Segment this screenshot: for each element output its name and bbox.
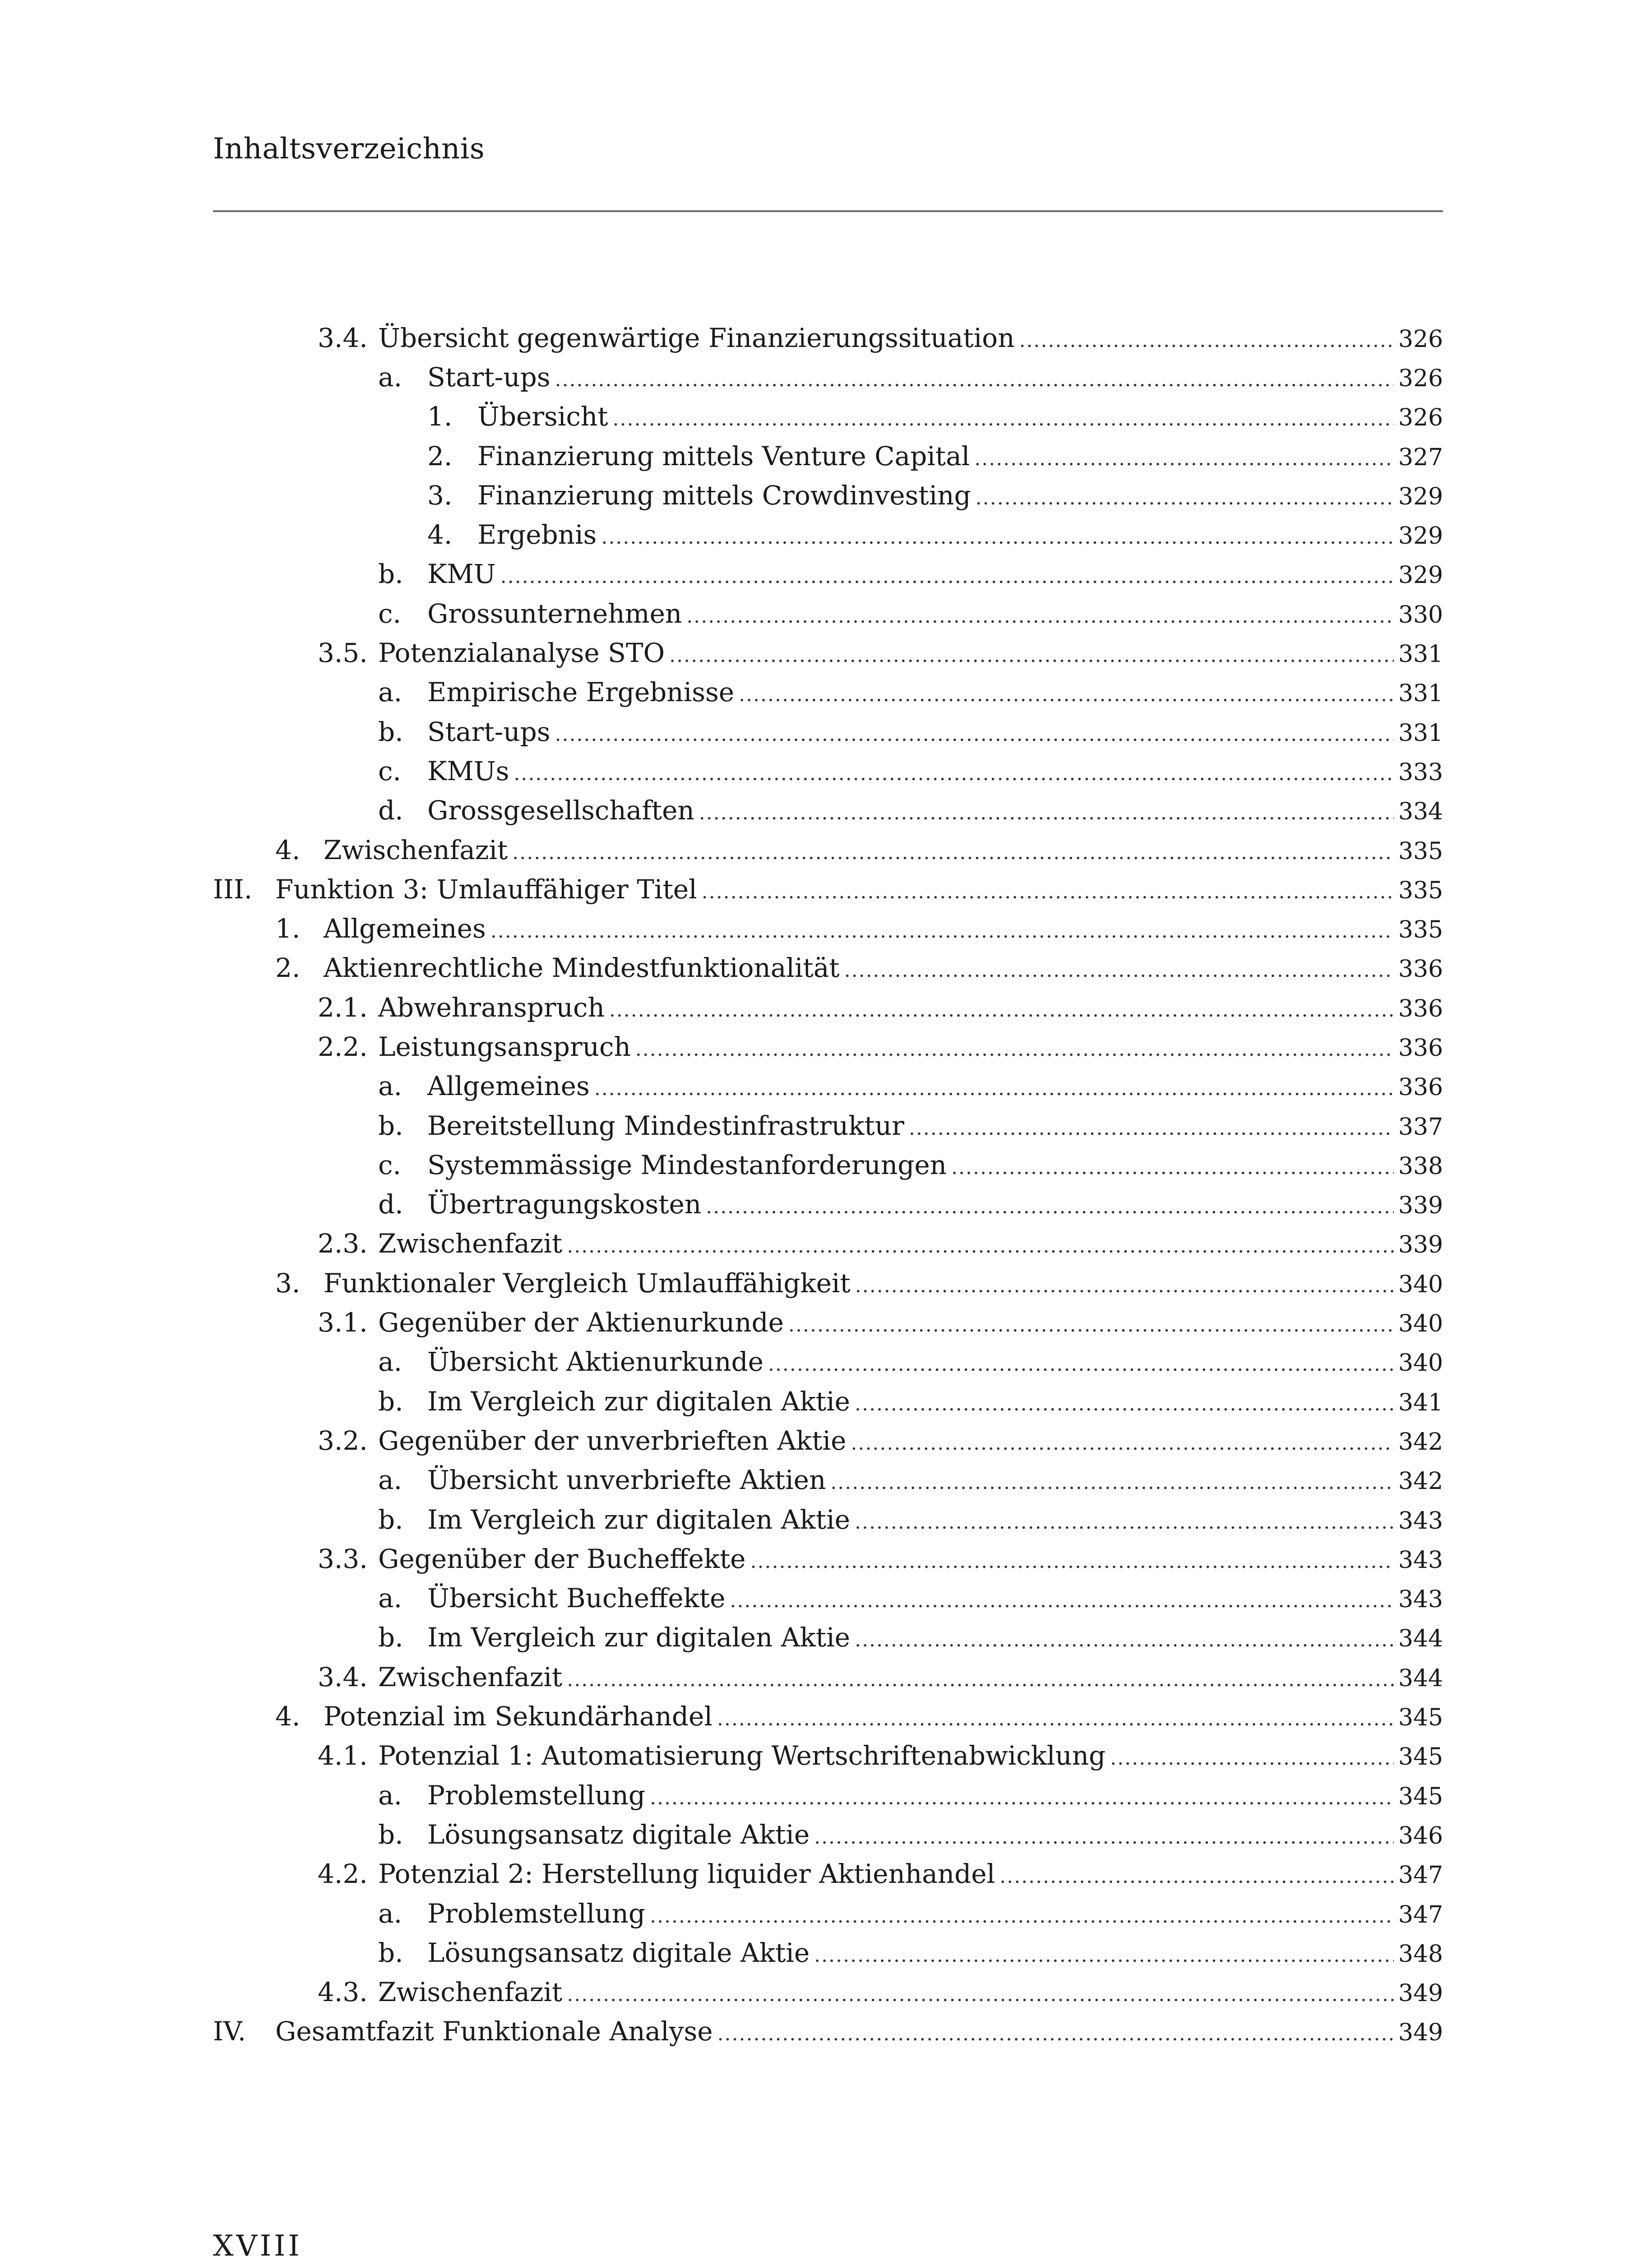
- toc-entry-title: Im Vergleich zur digitalen Aktie: [427, 1622, 850, 1653]
- toc-entry: [213, 515, 1443, 554]
- dot-leader: [706, 1195, 1394, 1218]
- toc-entry-title: Grossunternehmen: [427, 598, 682, 629]
- dot-leader: [717, 1707, 1394, 1730]
- toc-entry-page-number: 349: [1398, 1980, 1443, 2007]
- toc-entry-title: Übersicht: [477, 401, 608, 432]
- toc-entry-number: 2.: [427, 440, 453, 472]
- toc-entry-number: 2.1.: [318, 992, 368, 1023]
- dot-leader: [635, 1038, 1394, 1061]
- toc-entry-line: [427, 795, 1443, 826]
- toc-entry: [213, 1657, 1443, 1697]
- toc-entry-line: [427, 1583, 1443, 1613]
- toc-entry: [213, 791, 1443, 830]
- toc-entry-title: Funktionaler Vergleich Umlauffähigkeit: [324, 1267, 851, 1299]
- toc-entry-number: a.: [378, 1898, 403, 1929]
- toc-entry: [213, 1185, 1443, 1224]
- dot-leader: [750, 1550, 1394, 1573]
- toc-entry-number: c.: [378, 598, 401, 629]
- toc-entry-line: [427, 1898, 1443, 1929]
- toc-entry-line: [427, 1465, 1443, 1495]
- toc-entry: [213, 476, 1443, 515]
- toc-entry-page-number: 344: [1398, 1625, 1443, 1653]
- toc-entry-number: b.: [378, 716, 403, 747]
- toc-entry-page-number: 331: [1398, 641, 1443, 668]
- toc-entry-line: [427, 1150, 1443, 1180]
- toc-entry-line: [324, 1701, 1443, 1732]
- toc-entry-title: Ergebnis: [477, 519, 597, 550]
- toc-entry-number: III.: [213, 874, 253, 905]
- toc-entry-line: [427, 1622, 1443, 1653]
- toc-entry: [213, 1894, 1443, 1933]
- toc-entry: [213, 1145, 1443, 1184]
- toc-entry: [213, 673, 1443, 712]
- toc-entry-number: 4.: [275, 1701, 301, 1732]
- toc-entry: [213, 1421, 1443, 1460]
- toc-entry-number: b.: [378, 1622, 403, 1653]
- dot-leader: [951, 1156, 1394, 1179]
- toc-entry-page-number: 343: [1398, 1507, 1443, 1535]
- toc-entry: [213, 1263, 1443, 1303]
- toc-entry-line: [275, 874, 1443, 905]
- toc-entry-number: d.: [378, 795, 403, 826]
- toc-entry-page-number: 345: [1398, 1743, 1443, 1771]
- dot-leader: [974, 447, 1394, 470]
- dot-leader: [500, 565, 1394, 588]
- toc-entry-page-number: 326: [1398, 325, 1443, 353]
- toc-entry-page-number: 330: [1398, 601, 1443, 629]
- toc-entry: [213, 1854, 1443, 1894]
- toc-entry-title: KMU: [427, 559, 496, 590]
- toc-entry: [213, 869, 1443, 909]
- toc-entry-title: Gegenüber der Bucheffekte: [378, 1543, 746, 1574]
- toc-entry-title: Allgemeines: [324, 913, 486, 944]
- toc-entry-title: Start-ups: [427, 716, 551, 747]
- toc-entry-page-number: 340: [1398, 1310, 1443, 1338]
- dot-leader: [567, 1234, 1393, 1257]
- toc-entry-title: Übersicht unverbriefte Aktien: [427, 1465, 826, 1496]
- toc-entry-line: [427, 717, 1443, 747]
- toc-entry-page-number: 345: [1398, 1783, 1443, 1810]
- toc-entry: [213, 948, 1443, 988]
- dot-leader: [491, 920, 1394, 943]
- toc-entry: [213, 357, 1443, 397]
- toc-entry: [213, 1027, 1443, 1066]
- toc-entry-title: Potenzial 1: Automatisierung Wertschriftenabwicklung: [378, 1740, 1106, 1771]
- toc-entry-page-number: 339: [1398, 1192, 1443, 1220]
- dot-leader: [699, 801, 1394, 824]
- dot-leader: [601, 526, 1393, 549]
- toc-entry-number: b.: [378, 1937, 403, 1968]
- toc-entry-number: 4.: [275, 834, 301, 865]
- toc-entry-line: [427, 1386, 1443, 1417]
- running-head: Inhaltsverzeichnis: [213, 132, 485, 166]
- toc-entry-title: Leistungsanspruch: [378, 1031, 631, 1062]
- dot-leader: [739, 683, 1394, 706]
- toc-entry-title: Im Vergleich zur digitalen Aktie: [427, 1386, 850, 1417]
- dot-leader: [851, 1432, 1393, 1455]
- toc-entry-number: 3.4.: [318, 322, 368, 353]
- toc-entry-number: a.: [378, 1780, 403, 1811]
- dot-leader: [717, 2022, 1394, 2045]
- toc-entry-number: 3.3.: [318, 1543, 368, 1574]
- toc-entry-title: Bereitstellung Mindestinfrastruktur: [427, 1110, 904, 1141]
- toc-entry-title: Empirische Ergebnisse: [427, 677, 735, 708]
- toc-entry-page-number: 346: [1398, 1822, 1443, 1849]
- toc-entry-line: [477, 519, 1443, 550]
- dot-leader: [909, 1117, 1394, 1140]
- toc-entry-line: [427, 598, 1443, 629]
- toc-entry: [213, 318, 1443, 357]
- toc-entry-title: Übertragungskosten: [427, 1189, 702, 1220]
- table-of-contents: [213, 318, 1443, 2051]
- toc-entry-number: a.: [378, 1465, 403, 1496]
- toc-entry-number: 2.3.: [318, 1228, 368, 1259]
- toc-entry-title: Potenzial 2: Herstellung liquider Aktienhandel: [378, 1858, 995, 1890]
- dot-leader: [814, 1944, 1394, 1967]
- toc-entry: [213, 988, 1443, 1027]
- toc-entry-page-number: 329: [1398, 522, 1443, 550]
- dot-leader: [855, 1274, 1394, 1297]
- toc-entry-number: 2.2.: [318, 1031, 368, 1062]
- dot-leader: [768, 1353, 1394, 1376]
- toc-entry: [213, 1342, 1443, 1382]
- toc-entry: [213, 2012, 1443, 2051]
- toc-entry-line: [378, 323, 1443, 353]
- toc-entry-number: 3.: [427, 480, 453, 511]
- toc-entry-line: [378, 1307, 1443, 1338]
- dot-leader: [613, 407, 1394, 430]
- toc-entry-page-number: 327: [1398, 444, 1443, 471]
- toc-entry-title: Aktienrechtliche Mindestfunktionalität: [324, 952, 840, 984]
- toc-entry: [213, 594, 1443, 633]
- toc-entry: [213, 712, 1443, 751]
- toc-entry-line: [427, 1346, 1443, 1377]
- toc-entry: [213, 1382, 1443, 1421]
- dot-leader: [669, 644, 1394, 667]
- page-folio: XVIII: [213, 2229, 302, 2256]
- toc-entry-number: IV.: [213, 2016, 246, 2047]
- toc-entry-number: c.: [378, 755, 401, 786]
- toc-entry-number: b.: [378, 1819, 403, 1850]
- toc-entry-line: [427, 1071, 1443, 1101]
- toc-entry-number: b.: [378, 1386, 403, 1417]
- dot-leader: [844, 959, 1394, 982]
- toc-entry-line: [324, 952, 1443, 983]
- dot-leader: [814, 1826, 1394, 1849]
- toc-entry-line: [427, 1110, 1443, 1141]
- toc-entry-title: Gegenüber der Aktienurkunde: [378, 1307, 784, 1338]
- toc-entry-number: 4.3.: [318, 1977, 368, 2008]
- toc-entry: [213, 1539, 1443, 1578]
- toc-entry: [213, 436, 1443, 476]
- toc-entry-title: Funktion 3: Umlauffähiger Titel: [275, 874, 697, 905]
- toc-entry-page-number: 331: [1398, 680, 1443, 707]
- dot-leader: [855, 1628, 1394, 1651]
- toc-entry-number: d.: [378, 1189, 403, 1220]
- dot-leader: [788, 1313, 1394, 1336]
- toc-entry: [213, 555, 1443, 594]
- toc-entry-page-number: 326: [1398, 404, 1443, 432]
- dot-leader: [555, 723, 1394, 746]
- toc-entry-line: [324, 835, 1443, 865]
- dot-leader: [830, 1471, 1393, 1494]
- toc-entry-page-number: 336: [1398, 1034, 1443, 1062]
- toc-entry-title: Systemmässige Mindestanforderungen: [427, 1149, 947, 1180]
- toc-entry: [213, 751, 1443, 791]
- toc-entry-line: [378, 1858, 1443, 1889]
- toc-entry: [213, 1618, 1443, 1657]
- toc-entry-page-number: 343: [1398, 1586, 1443, 1613]
- toc-entry-number: 1.: [427, 401, 453, 432]
- dot-leader: [1000, 1865, 1394, 1888]
- toc-entry-line: [427, 1780, 1443, 1811]
- toc-entry-line: [427, 559, 1443, 589]
- dot-leader: [730, 1589, 1393, 1612]
- toc-entry-line: [378, 992, 1443, 1023]
- toc-entry-number: 4.: [427, 519, 453, 550]
- toc-entry-page-number: 344: [1398, 1664, 1443, 1692]
- toc-entry-line: [427, 1504, 1443, 1535]
- toc-entry-line: [427, 756, 1443, 786]
- dot-leader: [650, 1786, 1394, 1809]
- toc-entry: [213, 1933, 1443, 1972]
- toc-entry-number: 3.2.: [318, 1425, 368, 1456]
- toc-entry: [213, 1224, 1443, 1263]
- dot-leader: [567, 1983, 1393, 2006]
- toc-entry-line: [378, 1662, 1443, 1692]
- toc-entry-title: Problemstellung: [427, 1898, 646, 1929]
- toc-entry-number: 3.5.: [318, 638, 368, 669]
- toc-entry: [213, 1697, 1443, 1736]
- dot-leader: [567, 1668, 1393, 1691]
- toc-entry: [213, 1303, 1443, 1342]
- toc-entry-title: Finanzierung mittels Crowdinvesting: [477, 480, 971, 511]
- toc-entry-line: [378, 1544, 1443, 1574]
- toc-entry-title: Zwischenfazit: [378, 1228, 563, 1259]
- toc-entry: [213, 1067, 1443, 1106]
- toc-entry-number: 4.1.: [318, 1740, 368, 1771]
- toc-entry: [213, 633, 1443, 672]
- toc-entry-page-number: 335: [1398, 837, 1443, 865]
- toc-entry-page-number: 329: [1398, 562, 1443, 589]
- toc-entry-title: Start-ups: [427, 361, 551, 393]
- toc-entry-number: a.: [378, 361, 403, 393]
- toc-entry-line: [427, 1819, 1443, 1850]
- toc-entry-line: [378, 1740, 1443, 1771]
- toc-entry-page-number: 336: [1398, 995, 1443, 1022]
- toc-entry-title: Übersicht Bucheffekte: [427, 1583, 726, 1614]
- toc-entry-line: [275, 2016, 1443, 2047]
- toc-entry-page-number: 342: [1398, 1428, 1443, 1456]
- toc-entry: [213, 1461, 1443, 1500]
- toc-entry-title: Zwischenfazit: [378, 1977, 563, 2008]
- toc-entry-number: a.: [378, 1346, 403, 1378]
- toc-entry-line: [378, 1031, 1443, 1062]
- toc-entry: [213, 1579, 1443, 1618]
- dot-leader: [1110, 1747, 1394, 1770]
- toc-entry-number: 3.4.: [318, 1661, 368, 1692]
- toc-entry-line: [378, 1228, 1443, 1259]
- toc-entry-page-number: 342: [1398, 1468, 1443, 1495]
- toc-entry-page-number: 333: [1398, 758, 1443, 786]
- toc-entry: [213, 909, 1443, 948]
- toc-entry-line: [427, 1189, 1443, 1220]
- dot-leader: [555, 368, 1394, 391]
- dot-leader: [686, 605, 1393, 628]
- toc-entry-page-number: 334: [1398, 798, 1443, 826]
- toc-entry-line: [378, 1977, 1443, 2007]
- toc-entry-page-number: 331: [1398, 719, 1443, 747]
- toc-entry-page-number: 340: [1398, 1350, 1443, 1377]
- toc-entry-line: [427, 1937, 1443, 1968]
- toc-entry: [213, 1736, 1443, 1775]
- toc-entry-title: Übersicht Aktienurkunde: [427, 1346, 764, 1378]
- toc-entry-line: [427, 362, 1443, 393]
- toc-entry-number: 3.: [275, 1267, 301, 1299]
- toc-entry: [213, 397, 1443, 436]
- toc-entry: [213, 1500, 1443, 1539]
- toc-entry-line: [378, 638, 1443, 668]
- toc-entry-number: 3.1.: [318, 1307, 368, 1338]
- toc-entry-title: Potenzialanalyse STO: [378, 638, 665, 669]
- toc-entry-title: Zwischenfazit: [324, 834, 508, 865]
- toc-entry-page-number: 335: [1398, 877, 1443, 904]
- toc-entry-page-number: 335: [1398, 916, 1443, 944]
- toc-entry-title: Im Vergleich zur digitalen Aktie: [427, 1504, 850, 1535]
- toc-entry-title: Allgemeines: [427, 1071, 590, 1102]
- toc-entry-title: Abwehranspruch: [378, 992, 605, 1023]
- toc-entry-page-number: 336: [1398, 956, 1443, 983]
- toc-entry-number: 1.: [275, 913, 301, 944]
- dot-leader: [609, 999, 1394, 1022]
- header-rule: [213, 210, 1443, 212]
- toc-entry-number: b.: [378, 1110, 403, 1141]
- toc-entry-page-number: 343: [1398, 1546, 1443, 1574]
- toc-entry-number: 4.2.: [318, 1858, 368, 1890]
- toc-entry-page-number: 341: [1398, 1389, 1443, 1416]
- toc-entry-page-number: 336: [1398, 1074, 1443, 1101]
- toc-entry-line: [427, 677, 1443, 707]
- toc-entry-number: c.: [378, 1149, 401, 1180]
- toc-entry-number: b.: [378, 559, 403, 590]
- toc-entry-title: Finanzierung mittels Venture Capital: [477, 440, 970, 472]
- toc-entry-page-number: 348: [1398, 1940, 1443, 1968]
- toc-entry-title: Gegenüber der unverbrieften Aktie: [378, 1425, 847, 1456]
- toc-entry-line: [477, 441, 1443, 472]
- toc-entry-number: a.: [378, 1583, 403, 1614]
- toc-entry-line: [477, 480, 1443, 511]
- dot-leader: [512, 841, 1393, 864]
- toc-entry-page-number: 345: [1398, 1704, 1443, 1732]
- toc-entry-number: 2.: [275, 952, 301, 984]
- toc-entry-line: [324, 1268, 1443, 1299]
- dot-leader: [855, 1392, 1394, 1415]
- toc-entry: [213, 830, 1443, 869]
- toc-entry: [213, 1972, 1443, 2011]
- toc-entry-page-number: 337: [1398, 1113, 1443, 1141]
- toc-entry: [213, 1775, 1443, 1815]
- dot-leader: [855, 1511, 1394, 1534]
- toc-entry-title: Lösungsansatz digitale Aktie: [427, 1819, 810, 1850]
- toc-entry-number: a.: [378, 677, 403, 708]
- toc-entry-line: [477, 401, 1443, 432]
- toc-entry-page-number: 326: [1398, 365, 1443, 392]
- toc-entry-page-number: 340: [1398, 1271, 1443, 1298]
- dot-leader: [594, 1077, 1394, 1100]
- toc-entry-title: Übersicht gegenwärtige Finanzierungssituation: [378, 322, 1015, 353]
- dot-leader: [976, 486, 1394, 509]
- toc-entry-title: Potenzial im Sekundärhandel: [324, 1701, 713, 1732]
- dot-leader: [1019, 329, 1393, 352]
- toc-entry-title: KMUs: [427, 755, 509, 786]
- toc-entry-title: Problemstellung: [427, 1780, 646, 1811]
- toc-entry: [213, 1106, 1443, 1145]
- toc-entry-page-number: 347: [1398, 1901, 1443, 1928]
- toc-entry-line: [378, 1425, 1443, 1456]
- toc-entry-number: b.: [378, 1504, 403, 1535]
- toc-entry-page-number: 329: [1398, 483, 1443, 510]
- toc-entry-title: Gesamtfazit Funktionale Analyse: [275, 2016, 713, 2047]
- toc-entry-number: a.: [378, 1071, 403, 1102]
- toc-entry-line: [324, 913, 1443, 944]
- dot-leader: [702, 880, 1394, 903]
- dot-leader: [514, 762, 1393, 785]
- toc-entry-title: Grossgesellschaften: [427, 795, 694, 826]
- dot-leader: [650, 1905, 1394, 1928]
- toc-entry-page-number: 339: [1398, 1231, 1443, 1259]
- toc-entry-page-number: 349: [1398, 2019, 1443, 2047]
- toc-entry-page-number: 338: [1398, 1152, 1443, 1180]
- toc-entry-title: Zwischenfazit: [378, 1661, 563, 1692]
- toc-entry-title: Lösungsansatz digitale Aktie: [427, 1937, 810, 1968]
- toc-entry-page-number: 347: [1398, 1862, 1443, 1889]
- toc-entry: [213, 1815, 1443, 1854]
